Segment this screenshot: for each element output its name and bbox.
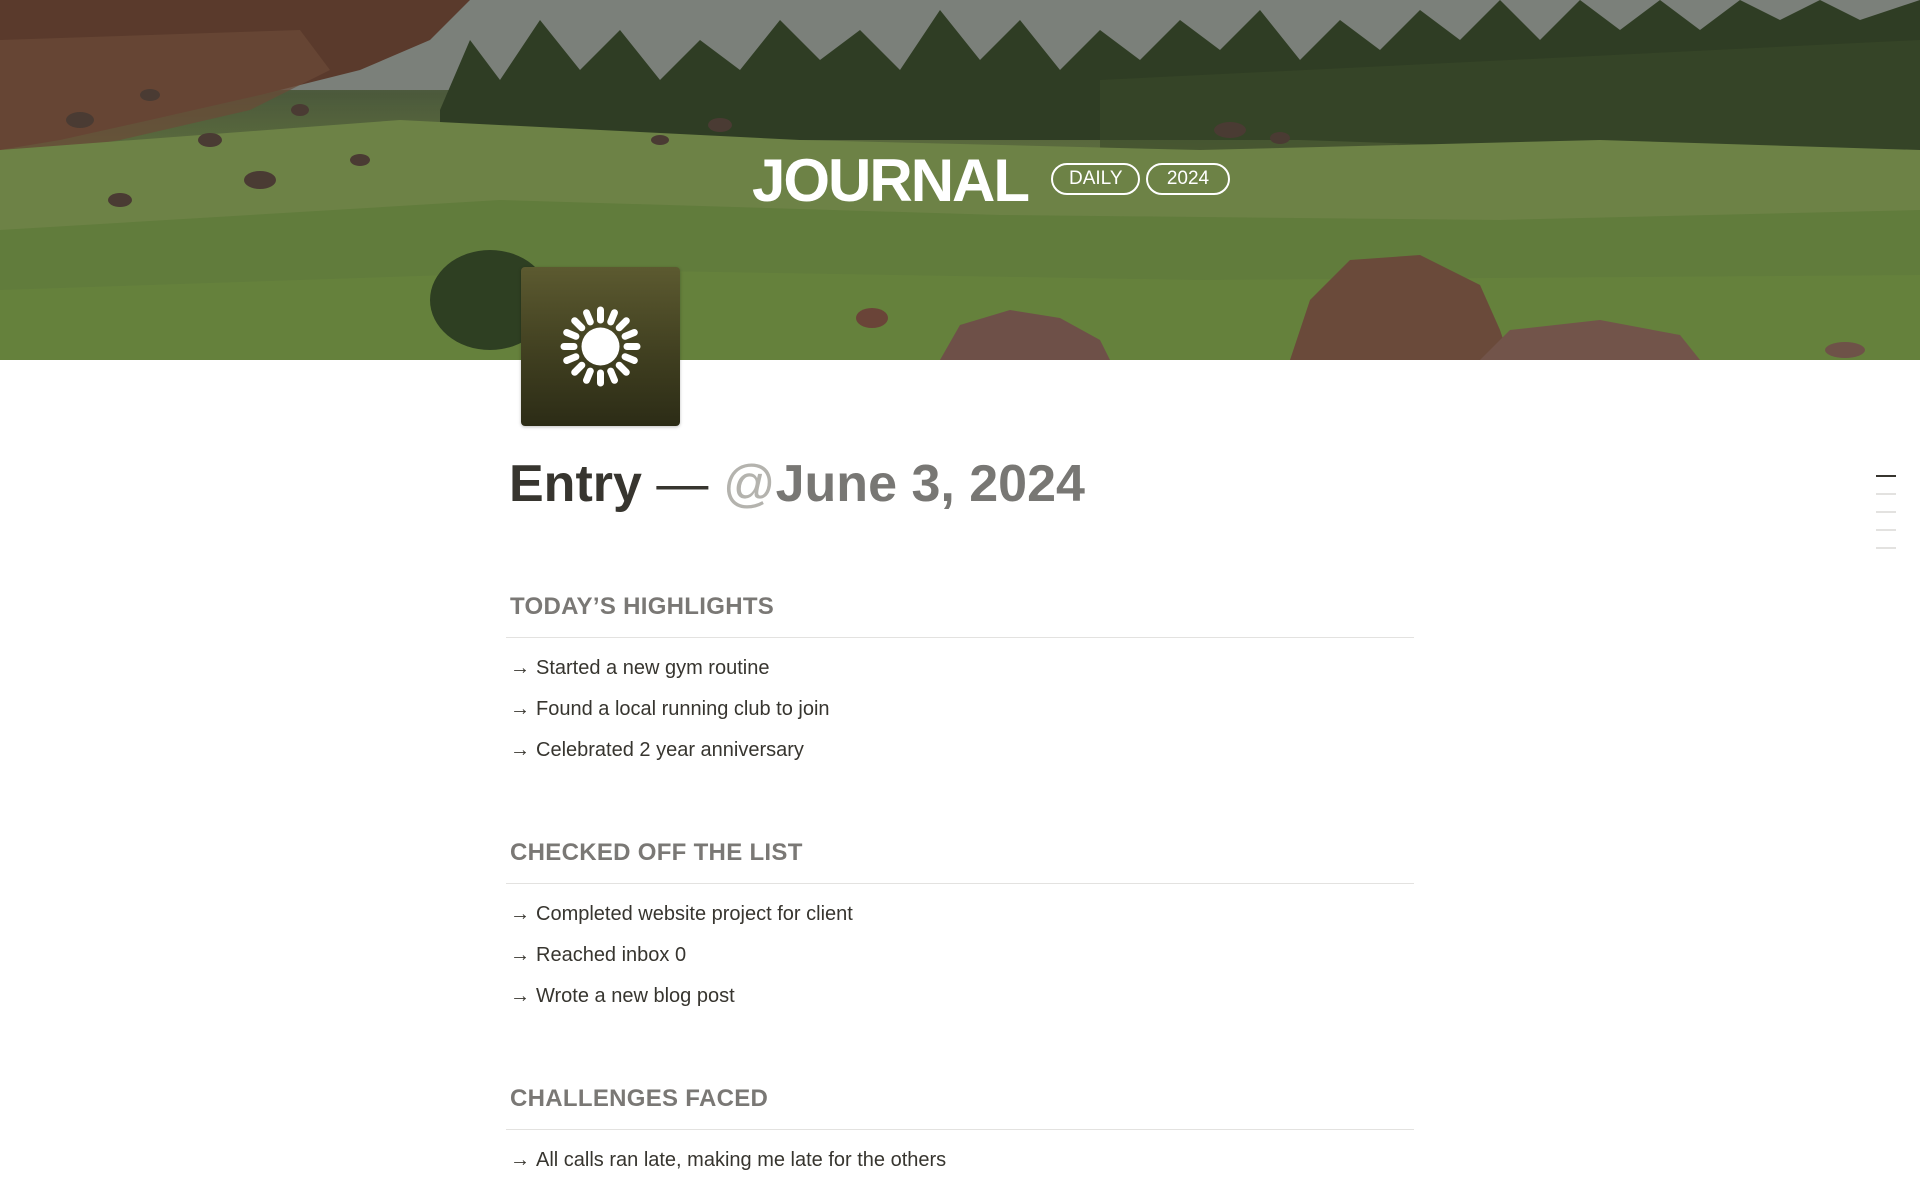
arrow-icon: → — [510, 1149, 530, 1171]
divider — [506, 637, 1414, 638]
cover-title: JOURNAL — [752, 147, 1029, 214]
list-item[interactable] — [506, 1146, 1414, 1187]
list-item-text: Reached inbox 0 — [536, 944, 687, 966]
sun-burst-icon — [521, 267, 680, 426]
list-item[interactable] — [506, 654, 1414, 695]
page-title[interactable] — [509, 452, 1085, 516]
list-item-text: Wrote a new blog post — [536, 985, 735, 1007]
list-item[interactable] — [506, 982, 1414, 1023]
section-heading[interactable]: CHECKED OFF THE LIST — [510, 839, 803, 866]
toc-marker[interactable] — [1876, 511, 1896, 513]
toc-marker[interactable] — [1876, 547, 1896, 549]
list-item-text: Celebrated 2 year anniversary — [536, 739, 804, 761]
toc-marker[interactable] — [1876, 493, 1896, 495]
list-item[interactable] — [506, 900, 1414, 941]
section-checked-off-the-list — [506, 835, 1414, 1023]
title-prefix: Entry — [509, 455, 642, 513]
section-heading[interactable]: CHALLENGES FACED — [510, 1085, 769, 1112]
list-item[interactable] — [506, 736, 1414, 777]
list-item-text: All calls ran late, making me late for the others — [536, 1149, 947, 1171]
toc-marker-active[interactable] — [1876, 475, 1896, 477]
item-list — [506, 1146, 1414, 1187]
mention-date: June 3, 2024 — [775, 455, 1085, 513]
list-item-text: Started a new gym routine — [536, 657, 770, 679]
tag-daily: DAILY — [1051, 163, 1140, 195]
title-separator: — — [656, 455, 709, 513]
cover-image[interactable] — [0, 0, 1920, 360]
toc-marker[interactable] — [1876, 529, 1896, 531]
mention-at-symbol: @ — [722, 455, 776, 513]
section-heading[interactable]: TODAY’S HIGHLIGHTS — [510, 593, 775, 620]
table-of-contents-markers[interactable] — [1876, 475, 1896, 565]
section-challenges-faced — [506, 1081, 1414, 1187]
list-item-text: Found a local running club to join — [536, 698, 830, 720]
list-item[interactable] — [506, 695, 1414, 736]
divider — [506, 1129, 1414, 1130]
item-list — [506, 654, 1414, 777]
arrow-icon: → — [510, 698, 530, 720]
item-list — [506, 900, 1414, 1023]
list-item[interactable] — [506, 941, 1414, 982]
tag-year: 2024 — [1146, 163, 1230, 195]
arrow-icon: → — [510, 903, 530, 925]
arrow-icon: → — [510, 657, 530, 679]
date-mention[interactable] — [723, 455, 1085, 513]
page-icon[interactable] — [521, 267, 680, 426]
list-item-text: Completed website project for client — [536, 903, 853, 925]
arrow-icon: → — [510, 985, 530, 1007]
arrow-icon: → — [510, 944, 530, 966]
section-todays-highlights — [506, 589, 1414, 777]
arrow-icon: → — [510, 739, 530, 761]
divider — [506, 883, 1414, 884]
